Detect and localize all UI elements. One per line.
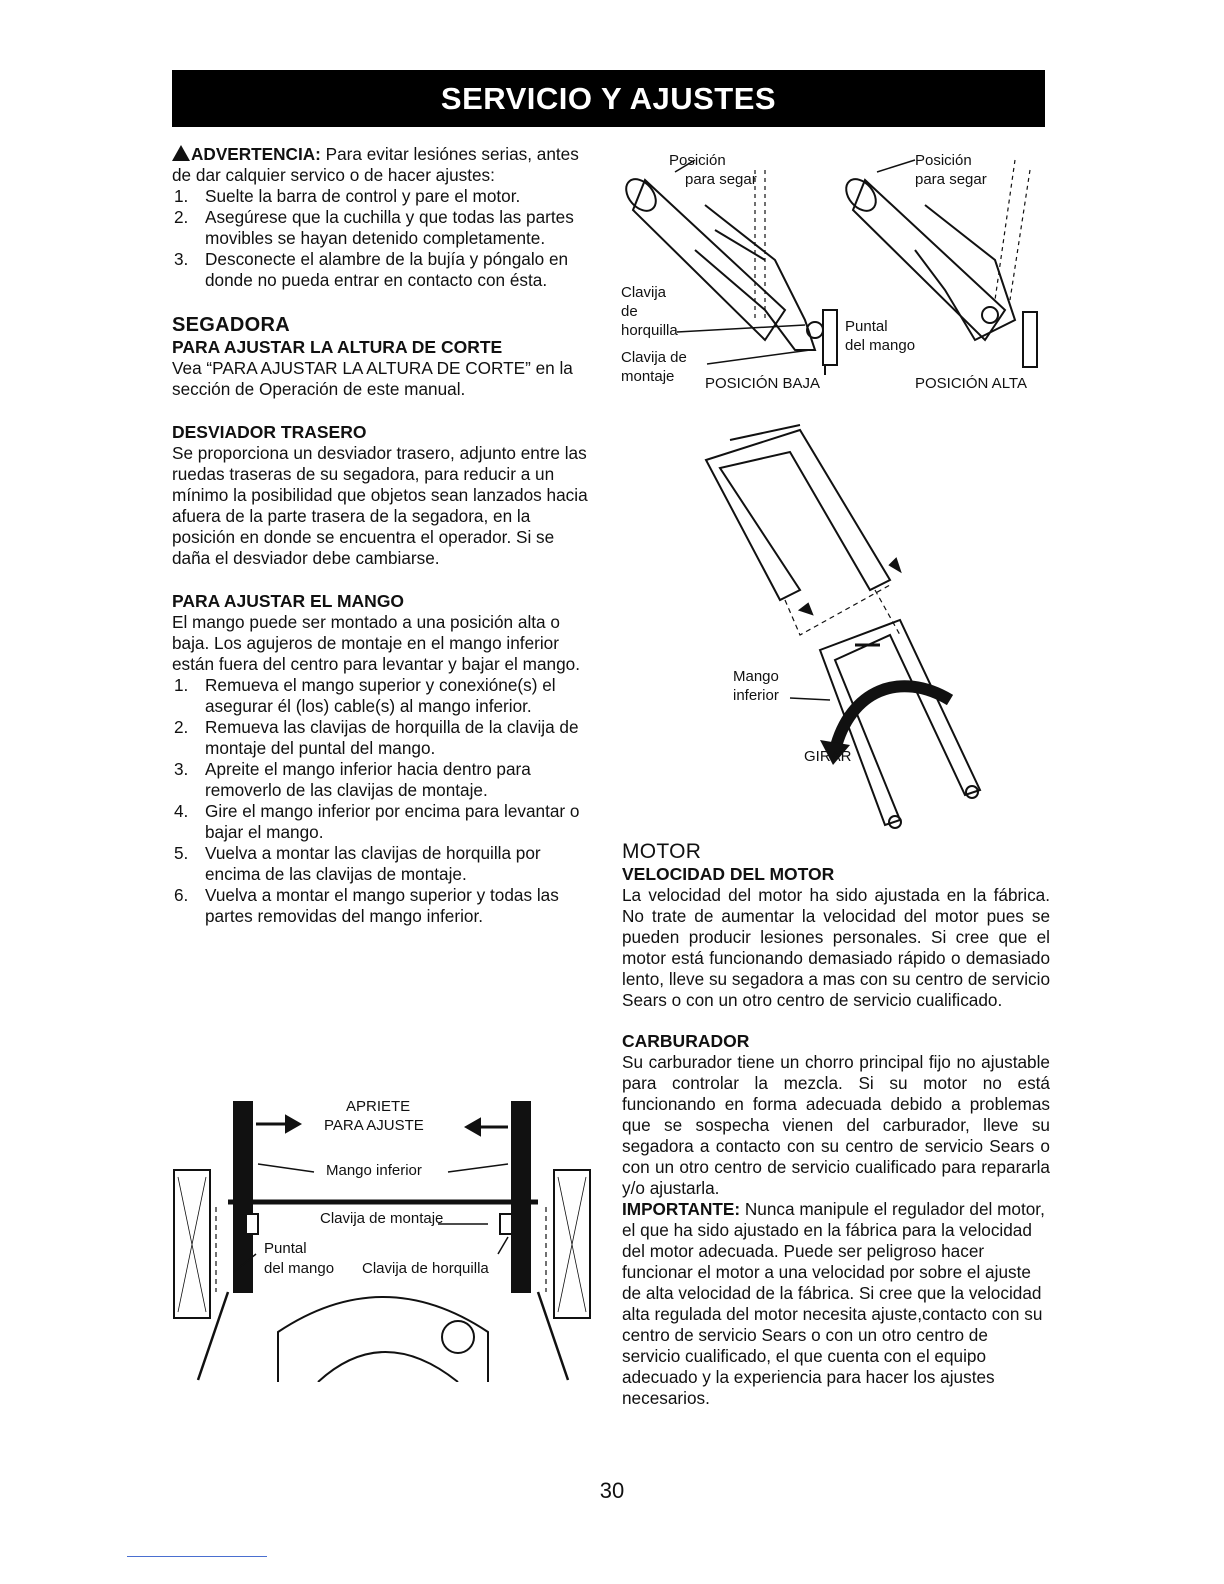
label-girar: GIRAR xyxy=(804,748,852,765)
label-de: de xyxy=(621,303,638,320)
desviador-text: Se proporciona un desviador trasero, adjunto entre las ruedas traseras de su segadora, para reducir a un mínimo la posibilidad que objetos sean lanzados hacia afuera de la parte trasera de la segadora, en la posición en donde se encuentra el operador. Si se daña el desviador debe cambiarse. xyxy=(172,443,588,568)
warning-paragraph xyxy=(172,144,592,186)
importante-text: Nunca manipule el regulador del motor, el que ha sido ajustado en la fábrica para la velocidad del motor adecuada. Puede ser peligroso hacer funcionar el motor a una velocidad por sobre el ajuste de alta velocidad de la fábrica. Si cree que la velocidad alta regulada del motor necesita ajuste,contacto con su centro de servicio Sears o con un otro centro de servicio cualificado, el que cuenta con el equipo adecuado y la experiencia para hacer los ajustes necesarios. xyxy=(622,1199,1045,1408)
motor-heading: MOTOR xyxy=(622,840,702,863)
list-item: 1. Suelte la barra de control y pare el motor. xyxy=(174,186,521,206)
desviador-heading: DESVIADOR TRASERO xyxy=(172,422,367,442)
list-item: 4. Gire el mango inferior por encima para levantar o bajar el mango. xyxy=(174,801,580,842)
list-item: 3. Desconecte el alambre de la bujía y póngalo en donde no pueda entrar en contacto con ésta. xyxy=(174,249,569,290)
label-para-ajuste: PARA AJUSTE xyxy=(324,1117,424,1134)
altura-heading: PARA AJUSTAR LA ALTURA DE CORTE xyxy=(172,337,503,357)
handle-rotation-drawing xyxy=(700,420,1020,830)
label-posicion-left: Posición xyxy=(669,152,726,169)
label-clavija-horquilla: Clavija de horquilla xyxy=(362,1260,489,1277)
list-item: 3. Apreite el mango inferior hacia dentro para removerlo de las clavijas de montaje. xyxy=(174,759,531,800)
label-clavija: Clavija xyxy=(621,284,667,301)
label-apriete: APRIETE xyxy=(346,1098,411,1115)
velocidad-text: La velocidad del motor ha sido ajustada en la fábrica. No trate de aumentar la velocidad del motor pues se pueden producir lesiones personales. Si cree que el motor está funcionando demasiado rápido o demasiado lento, lleve su segadora a mas con su centro de servicio Sears o con un otro centro de servicio cualificado. xyxy=(622,885,1051,1010)
label-horquilla: horquilla xyxy=(621,322,678,339)
label-mango: Mango xyxy=(733,668,779,685)
handle-position-figure xyxy=(615,140,1055,400)
carburador-heading: CARBURADOR xyxy=(622,1031,750,1051)
label-puntal: Puntal xyxy=(845,318,888,335)
label-para-segar-left: para segar xyxy=(685,171,757,188)
page-title: SERVICIO Y AJUSTES xyxy=(172,70,1045,127)
altura-text: Vea “PARA AJUSTAR LA ALTURA DE CORTE” en la sección de Operación de este manual. xyxy=(172,358,573,399)
page-number: 30 xyxy=(599,1478,625,1503)
warning-label: ADVERTENCIA: xyxy=(191,144,321,164)
carburador-text: Su carburador tiene un chorro principal fijo no ajustable para controlar la mezcla. Si su motor no está funcionando en forma adecuada debido a problemas que se sospecha vienen del carburador, lleve su segadora a contacto con su centro de servicio Sears o con un otro centro de servicio cualificado para repararla y/o ajustarla. xyxy=(622,1052,1050,1198)
mower-rear-drawing xyxy=(168,1092,598,1382)
mango-steps xyxy=(172,675,592,927)
label-del-mango: del mango xyxy=(845,337,916,354)
warning-steps xyxy=(172,186,592,291)
label-clavija-de: Clavija de xyxy=(621,349,687,366)
importante-label: IMPORTANTE: xyxy=(622,1199,741,1219)
right-column xyxy=(622,840,1050,1409)
label-puntal: Puntal xyxy=(264,1240,307,1257)
label-del-mango: del mango xyxy=(264,1260,335,1277)
warning-icon xyxy=(172,145,190,161)
mower-rear-figure xyxy=(168,1092,598,1382)
segadora-heading: SEGADORA xyxy=(172,314,290,336)
label-clavija-montaje: Clavija de montaje xyxy=(320,1210,444,1227)
label-posicion-baja: POSICIÓN BAJA xyxy=(705,375,821,392)
handle-rotation-figure xyxy=(700,420,1020,830)
footer-rule xyxy=(127,1556,267,1557)
label-inferior: inferior xyxy=(733,687,779,704)
label-montaje: montaje xyxy=(621,368,675,385)
left-column xyxy=(172,144,592,927)
mango-heading: PARA AJUSTAR EL MANGO xyxy=(172,591,405,611)
label-posicion-right: Posición xyxy=(915,152,972,169)
label-para-segar-right: para segar xyxy=(915,171,987,188)
importante-paragraph xyxy=(622,1199,1050,1409)
warning-text: Para evitar lesiónes serias, antes de dar calquier servico o de hacer ajustes: xyxy=(172,144,579,185)
label-mango-inferior: Mango inferior xyxy=(326,1162,422,1179)
list-item: 6. Vuelva a montar el mango superior y todas las partes removidas del mango inferior. xyxy=(174,885,559,926)
list-item: 1. Remueva el mango superior y conexióne(s) el asegurar él (los) cable(s) al mango inferior. xyxy=(174,675,556,716)
list-item: 5. Vuelva a montar las clavijas de horquilla por encima de las clavijas de montaje. xyxy=(174,843,541,884)
mango-text: El mango puede ser montado a una posición alta o baja. Los agujeros de montaje en el mango inferior están fuera del centro para levantar y bajar el mango. xyxy=(172,612,580,674)
list-item: 2. Asegúrese que la cuchilla y que todas las partes movibles se hayan detenido completamente. xyxy=(174,207,574,248)
velocidad-heading: VELOCIDAD DEL MOTOR xyxy=(622,864,835,884)
list-item: 2. Remueva las clavijas de horquilla de la clavija de montaje del puntal del mango. xyxy=(174,717,579,758)
label-posicion-alta: POSICIÓN ALTA xyxy=(915,375,1027,392)
